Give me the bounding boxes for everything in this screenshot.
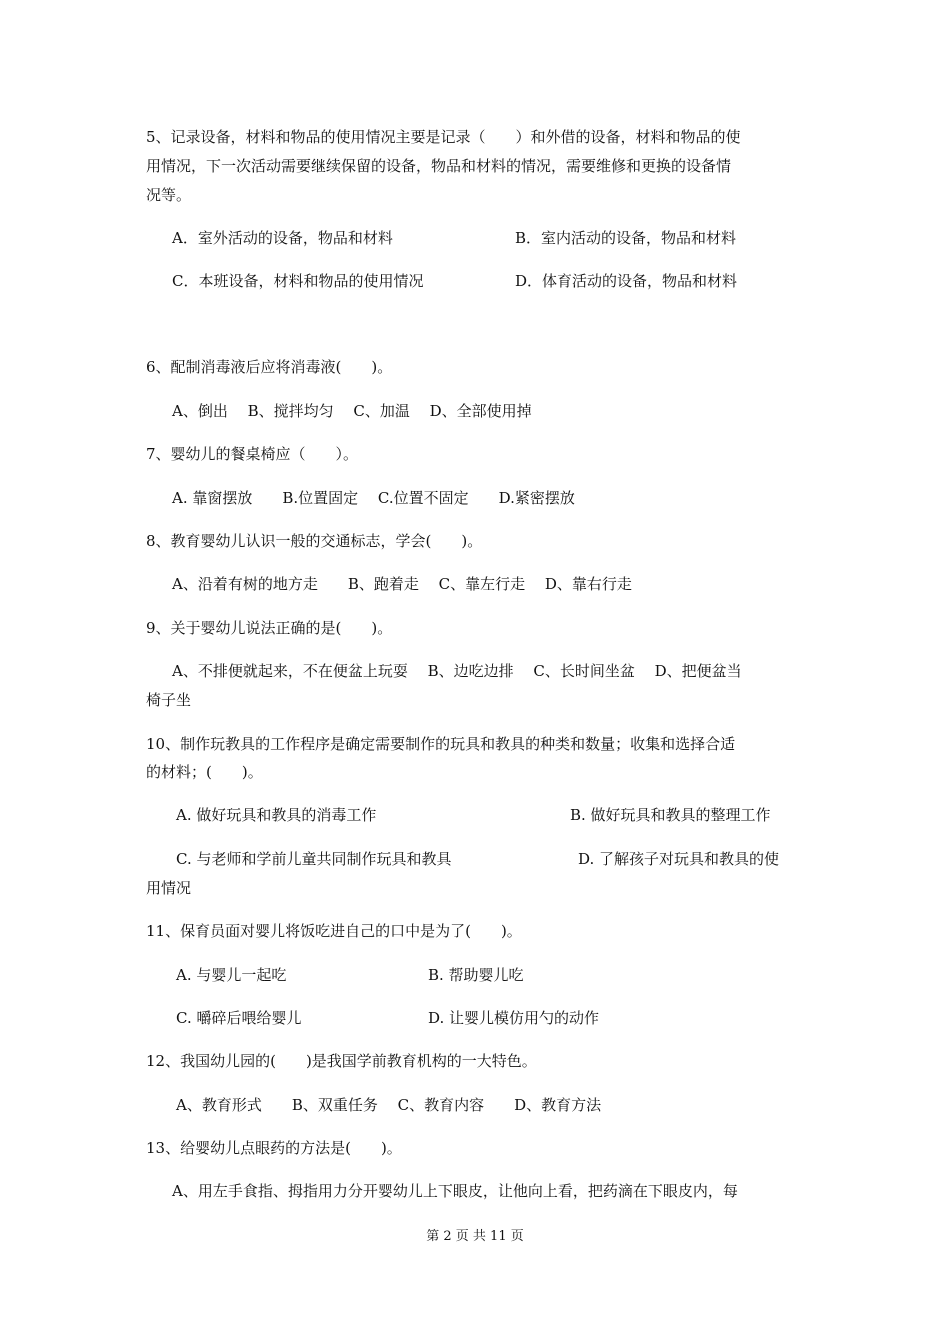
page-footer: 第 2 页 共 11 页 xyxy=(426,1229,524,1244)
q11-option-a: A. 与婴儿一起吃 xyxy=(176,966,287,984)
q9-options-line2: 椅子坐 xyxy=(146,691,192,709)
q12-options: A、教育形式 B、双重任务 C、教育内容 D、教育方法 xyxy=(176,1096,602,1114)
q7-stem: 7、婴幼儿的餐桌椅应（ ）。 xyxy=(146,445,359,463)
q10-stem-line1: 10、制作玩教具的工作程序是确定需要制作的玩具和教具的种类和数量；收集和选择合适 xyxy=(146,735,736,753)
q10-option-d-continued: 用情况 xyxy=(146,879,192,897)
q10-option-d: D. 了解孩子对玩具和教具的使 xyxy=(578,850,780,868)
q10-option-c: C. 与老师和学前儿童共同制作玩具和教具 xyxy=(176,850,452,868)
q11-option-b: B. 帮助婴儿吃 xyxy=(428,966,524,984)
q5-option-d: D．体育活动的设备，物品和材料 xyxy=(515,272,738,290)
q9-options-line1: A、不排便就起来，不在便盆上玩耍 B、边吃边排 C、长时间坐盆 D、把便盆当 xyxy=(172,662,742,680)
q5-stem-line1: 5、记录设备，材料和物品的使用情况主要是记录（ ）和外借的设备，材料和物品的使 xyxy=(146,128,741,146)
q9-stem: 9、关于婴幼儿说法正确的是( )。 xyxy=(146,619,393,637)
q10-option-a: A. 做好玩具和教具的消毒工作 xyxy=(176,806,377,824)
q6-options: A、倒出 B、搅拌均匀 C、加温 D、全部使用掉 xyxy=(172,402,532,420)
q7-options: A. 靠窗摆放 B.位置固定 C.位置不固定 D.紧密摆放 xyxy=(172,489,575,507)
q13-option-a: A、用左手食指、拇指用力分开婴幼儿上下眼皮，让他向上看，把药滴在下眼皮内，每 xyxy=(172,1182,738,1200)
q5-option-b: B．室内活动的设备，物品和材料 xyxy=(515,229,737,247)
q10-stem-line2: 的材料；( )。 xyxy=(146,763,263,781)
q5-option-a: A．室外活动的设备，物品和材料 xyxy=(172,229,393,247)
q5-stem-line2: 用情况，下一次活动需要继续保留的设备，物品和材料的情况，需要维修和更换的设备情 xyxy=(146,157,732,175)
q13-stem: 13、给婴幼儿点眼药的方法是( )。 xyxy=(146,1139,402,1157)
q10-option-b: B. 做好玩具和教具的整理工作 xyxy=(570,806,771,824)
q5-option-c: C．本班设备，材料和物品的使用情况 xyxy=(172,272,424,290)
q6-stem: 6、配制消毒液后应将消毒液( )。 xyxy=(146,358,393,376)
q8-options: A、沿着有树的地方走 B、跑着走 C、靠左行走 D、靠右行走 xyxy=(172,575,632,593)
q11-stem: 11、保育员面对婴儿将饭吃进自己的口中是为了( )。 xyxy=(146,922,522,940)
q11-option-c: C. 嚼碎后喂给婴儿 xyxy=(176,1009,302,1027)
q11-option-d: D. 让婴儿模仿用勺的动作 xyxy=(428,1009,600,1027)
q12-stem: 12、我国幼儿园的( )是我国学前教育机构的一大特色。 xyxy=(146,1052,537,1070)
q8-stem: 8、教育婴幼儿认识一般的交通标志，学会( )。 xyxy=(146,532,483,550)
q5-stem-line3: 况等。 xyxy=(146,186,192,204)
